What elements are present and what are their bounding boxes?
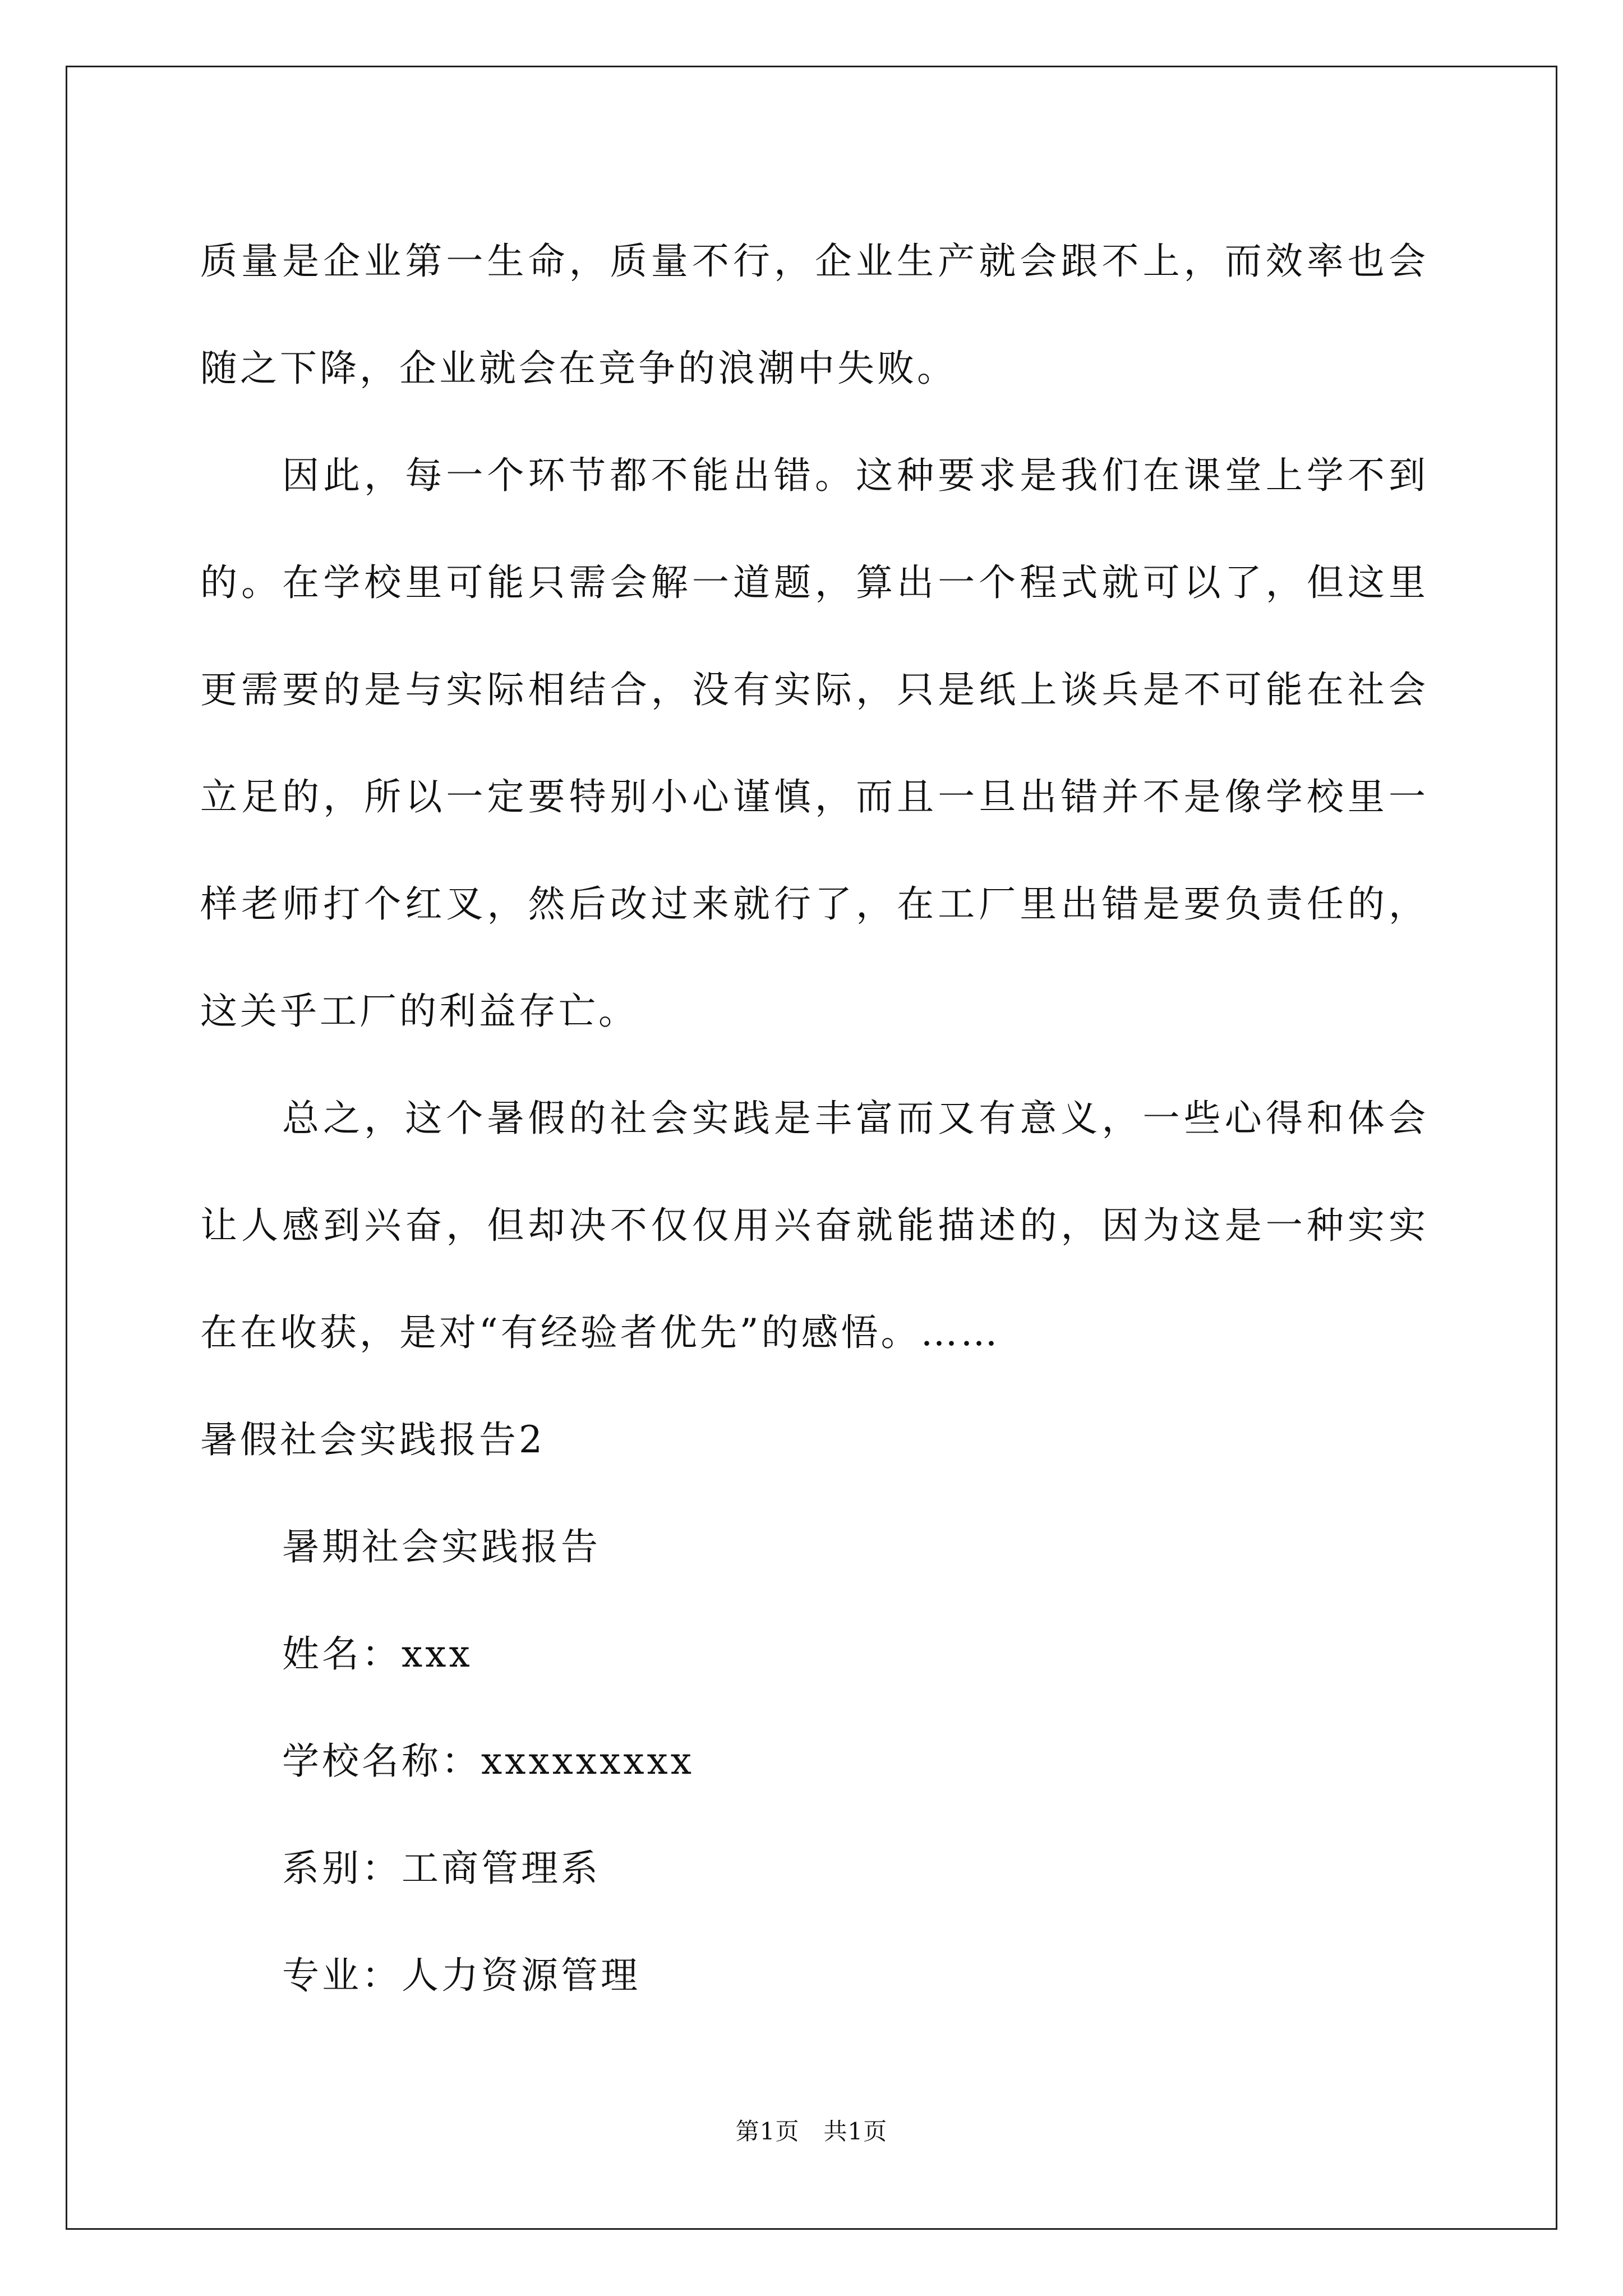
field-school: 学校名称：xxxxxxxxx	[282, 1740, 694, 1783]
field-major: 专业：人力资源管理	[282, 1954, 640, 1997]
report-title: 暑期社会实践报告	[282, 1525, 601, 1568]
document-body	[200, 208, 1428, 2029]
page-footer	[0, 2115, 1623, 2148]
field-department: 系别：工商管理系	[282, 1847, 601, 1890]
field-name: 姓名：xxx	[282, 1632, 473, 1676]
paragraph-quality: 质量是企业第一生命，质量不行，企业生产就会跟不上，而效率也会随之下降，企业就会在竞争的浪潮中失败。	[200, 240, 1428, 390]
paragraph-errors: 因此，每一个环节都不能出错。这种要求是我们在课堂上学不到的。在学校里可能只需会解一道题，算出一个程式就可以了，但这里更需要的是与实际相结合，没有实际，只是纸上谈兵是不可能在社会立足的，所以一定要特别小心谨慎，而且一旦出错并不是像学校里一样老师打个红叉，然后改过来就行了，在工厂里出错是要负责任的，这关乎工厂的利益存亡。	[200, 454, 1428, 1033]
paragraph-conclusion: 总之，这个暑假的社会实践是丰富而又有意义，一些心得和体会让人感到兴奋，但却决不仅仅用兴奋就能描述的，因为这是一种实实在在收获，是对“有经验者优先”的感悟。……	[200, 1097, 1428, 1354]
page-number: 第1页 共1页	[735, 2118, 888, 2145]
section-heading: 暑假社会实践报告2	[200, 1418, 545, 1461]
